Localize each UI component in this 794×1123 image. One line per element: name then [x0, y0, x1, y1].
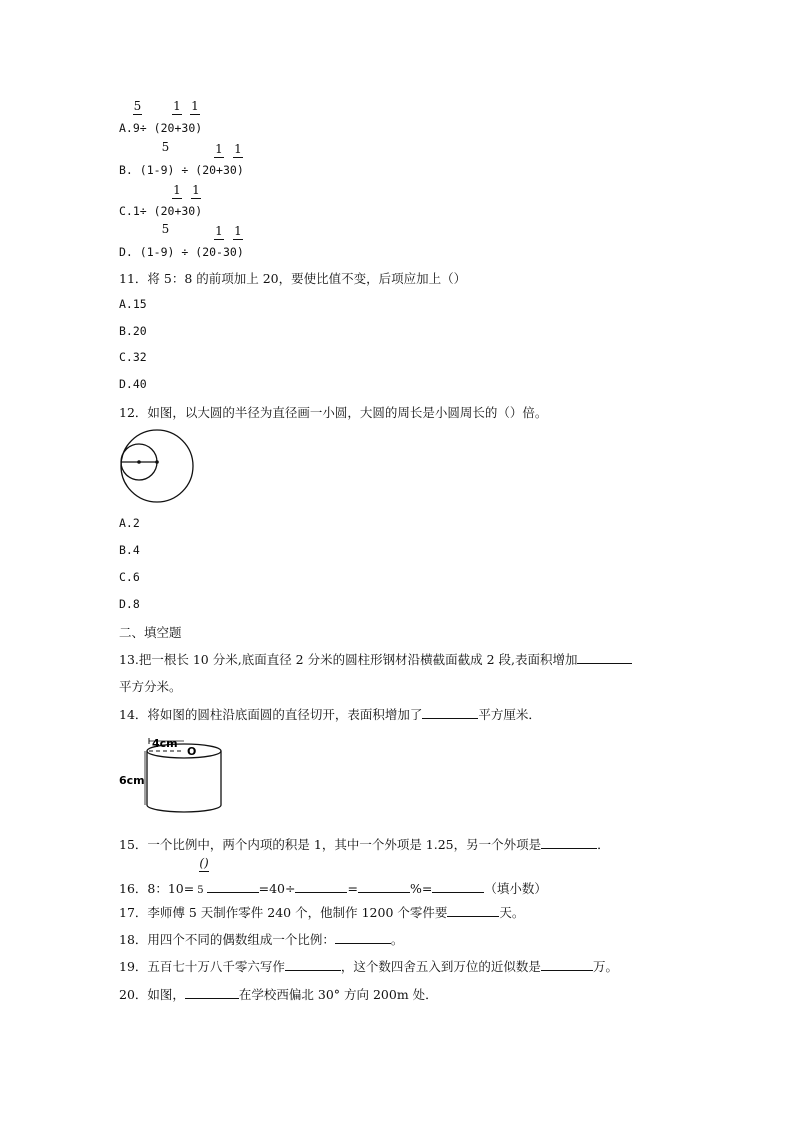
numerator: 1	[173, 99, 181, 113]
q15-text: 15．一个比例中，两个内项的积是 1，其中一个外项是 1.25，另一个外项是	[119, 837, 542, 852]
fraction-5-9	[161, 223, 170, 235]
fraction-blank-5	[199, 857, 209, 869]
option-c-line: C.1÷ (20+30)	[119, 204, 203, 218]
question-13-line1	[119, 650, 632, 668]
question-16	[119, 879, 547, 897]
numerator: 5	[161, 140, 170, 154]
fraction-1-20-numerator	[214, 225, 224, 237]
q11-option-c[interactable]: C.32	[119, 350, 147, 364]
numerator: 5	[133, 99, 142, 113]
numerator: 1	[191, 99, 199, 113]
q14-text: 14．将如图的圆柱沿底面圆的直径切开，表面积增加了	[119, 707, 423, 722]
fraction-5-9	[133, 100, 142, 112]
answer-blank[interactable]	[541, 847, 597, 849]
divide-sign: ÷	[181, 245, 189, 259]
q20-text: 20．如图，	[119, 987, 185, 1002]
question-11-stem: 11．将 5：8 的前项加上 20，要使比值不变，后项应加上（）	[119, 271, 467, 286]
denominator: 30	[222, 245, 237, 259]
numerator: 1	[173, 183, 181, 197]
q19-unit: 万。	[592, 959, 618, 974]
fraction-5-9	[161, 141, 170, 153]
numerator: 5	[161, 222, 170, 236]
question-19	[119, 957, 618, 975]
divide-sign: ÷	[139, 121, 147, 135]
answer-blank[interactable]	[285, 969, 341, 971]
denominator: 20	[160, 204, 175, 218]
one-divided: 1÷	[132, 204, 147, 218]
q12-option-d[interactable]: D.8	[119, 597, 140, 611]
denominator: 20	[202, 163, 217, 177]
q20-rest: 在学校西偏北 30° 方向 200m 处．	[238, 987, 438, 1002]
answer-blank[interactable]	[358, 891, 410, 893]
paren-close: )	[167, 245, 175, 259]
q18-text: 18．用四个不同的偶数组成一个比例：	[119, 932, 335, 947]
denominator: 30	[222, 163, 237, 177]
question-12-stem: 12．如图，以大圆的半径为直径画一小圆，大圆的周长是小圆周长的（）倍。	[119, 405, 548, 420]
q12-option-a[interactable]: A.2	[119, 516, 140, 530]
answer-blank[interactable]	[432, 891, 484, 893]
denominator: 9	[160, 245, 168, 259]
q19-mid: ，这个数四舍五入到万位的近似数是	[340, 959, 541, 974]
fraction-1-20-numerator	[172, 100, 182, 112]
q15-end: ．	[597, 837, 610, 852]
denominator: 20	[202, 245, 217, 259]
q12-option-c[interactable]: C.6	[119, 570, 140, 584]
option-label: A.	[119, 121, 133, 135]
option-label: D.	[119, 245, 133, 259]
answer-blank[interactable]	[185, 997, 239, 999]
q13-text: 13.把一根长 10 分米,底面直径 2 分米的圆柱形钢材沿横截面截成 2 段,表面积增加	[119, 652, 578, 667]
denominator: 30	[181, 121, 196, 135]
q11-option-b[interactable]: B.20	[119, 324, 147, 338]
answer-blank[interactable]	[422, 717, 478, 719]
question-20	[119, 985, 438, 1003]
paren-open: (1-	[139, 245, 161, 259]
numerator: 1	[215, 142, 223, 156]
answer-blank[interactable]	[541, 969, 593, 971]
q17-unit: 天。	[499, 905, 525, 920]
fraction-1-30-numerator	[190, 100, 200, 112]
large-circle-center	[155, 460, 159, 464]
answer-blank[interactable]	[335, 942, 391, 944]
answer-blank[interactable]	[295, 891, 347, 893]
fraction-1-30-numerator	[191, 184, 201, 196]
question-13-line2: 平方分米。	[119, 679, 182, 694]
center-label: O	[187, 745, 197, 758]
fraction-1-20-numerator	[214, 143, 224, 155]
numerator: 1	[234, 224, 242, 238]
option-label: C.	[119, 204, 133, 218]
operator: +	[216, 163, 223, 177]
cylinder-figure	[118, 733, 230, 815]
answer-blank[interactable]	[447, 915, 499, 917]
fraction-1-30-numerator	[233, 225, 243, 237]
q16-percent: %=	[409, 881, 433, 896]
denominator: 20	[160, 121, 175, 135]
numerator: ()	[199, 856, 209, 870]
numerator: 1	[234, 142, 242, 156]
denominator: 30	[181, 204, 196, 218]
q12-option-b[interactable]: B.4	[119, 543, 140, 557]
option-d-line: D. (1-9) ÷ (20-30)	[119, 245, 244, 259]
denominator: 9	[132, 121, 140, 135]
q11-option-a[interactable]: A.15	[119, 297, 147, 311]
paren-close: )	[167, 163, 175, 177]
fraction-1-20-numerator	[172, 184, 182, 196]
q17-text: 17．李师傅 5 天制作零件 240 个，他制作 1200 个零件要	[119, 905, 448, 920]
height-label: 6cm	[119, 774, 145, 787]
question-14	[119, 705, 541, 723]
answer-blank[interactable]	[577, 662, 632, 664]
small-circle-center	[137, 460, 141, 464]
q16-ratio: 16．8：10=	[119, 881, 195, 896]
q18-end: 。	[390, 932, 404, 947]
bottom-arc	[147, 805, 221, 812]
answer-blank[interactable]	[207, 891, 259, 893]
question-18	[119, 930, 403, 948]
circles-figure	[118, 428, 198, 504]
option-label: B.	[119, 163, 133, 177]
operator: +	[174, 121, 182, 135]
question-15	[119, 835, 610, 853]
section-heading: 二、填空题	[119, 625, 182, 640]
operator: -	[216, 245, 223, 259]
q14-unit: 平方厘米．	[478, 707, 541, 722]
divide-sign: ÷	[181, 163, 189, 177]
option-a-line: A.9÷ (20+30)	[119, 121, 203, 135]
paren-open: (1-	[139, 163, 161, 177]
q11-option-d[interactable]: D.40	[119, 377, 147, 391]
denominator: 9	[160, 163, 168, 177]
denominator: 5	[197, 885, 204, 896]
option-b-line: B. (1-9) ÷ (20+30)	[119, 163, 244, 177]
question-17	[119, 903, 524, 921]
q16-eq1: =40÷	[258, 881, 296, 896]
radius-label: 4cm	[152, 737, 178, 750]
q16-note: （填小数）	[484, 881, 547, 896]
numerator: 1	[192, 183, 200, 197]
q16-eq2: =	[347, 881, 358, 896]
operator: +	[174, 204, 182, 218]
fraction-1-30-numerator	[233, 143, 243, 155]
q19-text: 19．五百七十万八千零六写作	[119, 959, 285, 974]
numerator: 1	[215, 224, 223, 238]
